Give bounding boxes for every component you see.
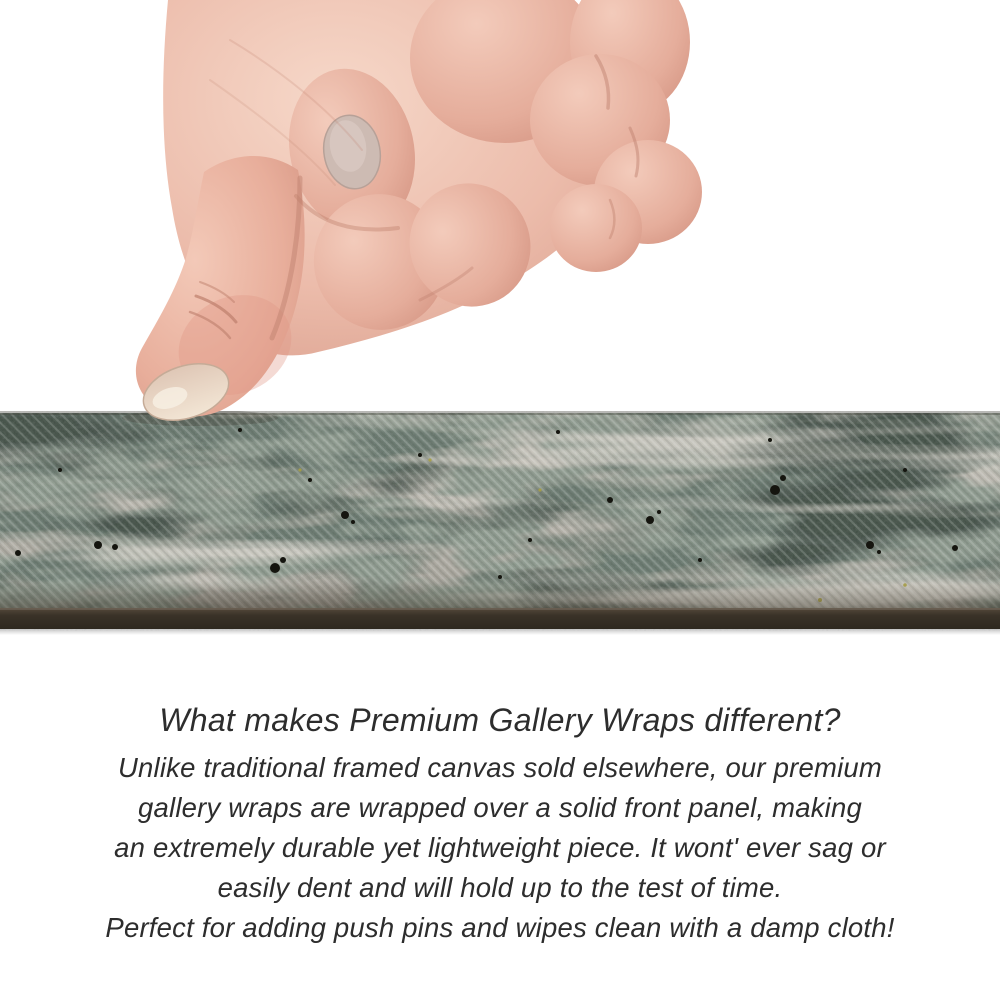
canvas-fold-shading bbox=[0, 581, 1000, 608]
info-heading: What makes Premium Gallery Wraps different? bbox=[159, 702, 841, 738]
panel-edge-highlight bbox=[0, 608, 1000, 610]
panel-drop-shadow bbox=[0, 629, 1000, 635]
knuckle-pinky bbox=[550, 184, 642, 272]
info-line: an extremely durable yet lightweight piece. It wont' ever sag or bbox=[114, 832, 886, 863]
info-line: Perfect for adding push pins and wipes clean with a damp cloth! bbox=[105, 912, 895, 943]
info-line: easily dent and will hold up to the test of time. bbox=[217, 872, 783, 903]
info-text-block bbox=[0, 697, 1000, 948]
info-line: Unlike traditional framed canvas sold elsewhere, our premium bbox=[117, 752, 882, 783]
info-line: gallery wraps are wrapped over a solid front panel, making bbox=[138, 792, 862, 823]
panel-dark-edge bbox=[0, 608, 1000, 629]
canvas-edge-strip bbox=[0, 411, 1000, 635]
hand-photo bbox=[0, 0, 1000, 430]
